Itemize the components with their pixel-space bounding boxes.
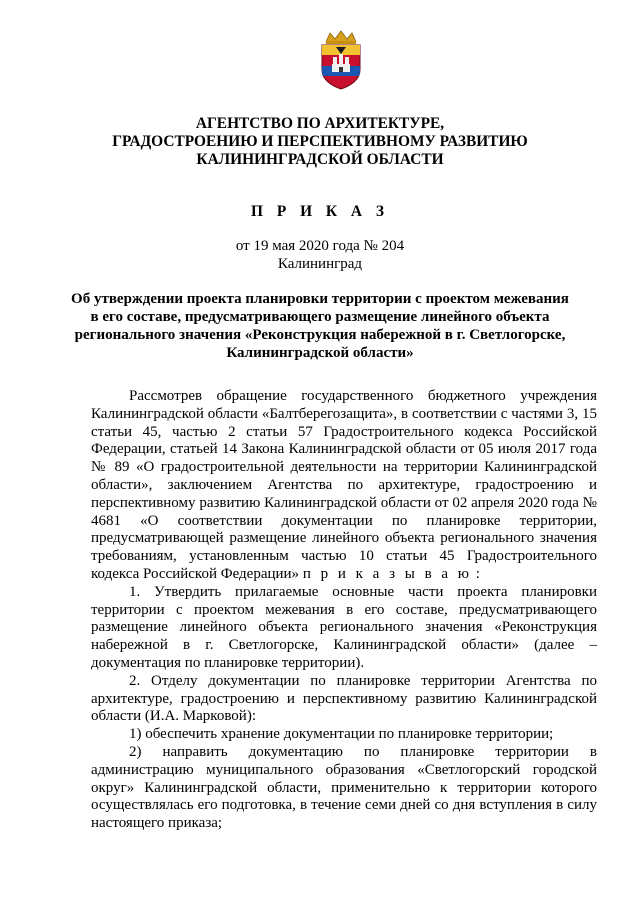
kaliningrad-coat-of-arms-icon xyxy=(318,30,364,90)
agency-line: АГЕНТСТВО ПО АРХИТЕКТУРЕ, xyxy=(195,115,445,132)
order-item: 1. Утвердить прилагаемые основные части проекта планировки территории с проектом межевания в его составе, предусматривающего размещение линейного объекта регионального значения «Реконструкция набережной в г. Светлогорске, Калининградской области» (далее – документация по планировке территории). xyxy=(91,583,597,671)
subject-line: Калининградской области» xyxy=(226,345,414,361)
order-body xyxy=(91,388,597,833)
order-date-number: от 19 мая 2020 года № 204 xyxy=(235,238,405,254)
agency-line: ГРАДОСТРОЕНИЮ И ПЕРСПЕКТИВНОМУ РАЗВИТИЮ xyxy=(112,133,528,150)
order-subitem: 1) обеспечить хранение документации по планировке территории; xyxy=(129,726,554,743)
order-punct: : xyxy=(475,565,480,582)
subject-line: Об утверждении проекта планировки территории с проектом межевания xyxy=(71,291,569,307)
document-title: П Р И К А З xyxy=(251,203,389,220)
agency-name xyxy=(60,115,580,169)
order-word: п р и к а з ы в а ю xyxy=(302,565,473,582)
order-item: 2. Отделу документации по планировке территории Агентства по архитектуре, градостроению и перспективному развитию Калининградской области (И.А. Марковой): xyxy=(91,672,597,725)
order-subject xyxy=(60,290,580,362)
order-subitem: 2) направить документацию по планировке территории в администрацию муниципального образования «Светлогорский городской округ» Калининградской области, применительно к территории которого осуществлялась его подготовка, в течение семи дней со дня вступления в силу настоящего приказа; xyxy=(91,743,597,832)
subject-line: в его составе, предусматривающего размещение линейного объекта xyxy=(90,309,550,325)
preamble-paragraph xyxy=(91,388,597,584)
preamble-text: Рассмотрев обращение государственного бюджетного учреждения Калининградской области «Балтберегозащита», в соответствии с частями 3, 15 статьи 45, частью 2 статьи 57 Градостроительного кодекса Российской Федерации, статьей 14 Закона Калининградской области от 05 июля 2017 года № 89 «О градостроительной деятельности на территории Калининградской области», заключением Агентства по архитектуре, градостроению и перспективному развитию Калининградской области от 02 апреля 2020 года № 4681 «О соответствии документации по планировке территории, предусматривающей размещение линейного объекта регионального значения требованиям, установленным частью 10 статьи 45 Градостроительного кодекса Российской Федерации» xyxy=(91,388,597,582)
order-city: Калининград xyxy=(277,256,363,272)
subject-line: регионального значения «Реконструкция набережной в г. Светлогорске, xyxy=(74,327,566,343)
agency-line: КАЛИНИНГРАДСКОЙ ОБЛАСТИ xyxy=(196,151,444,168)
